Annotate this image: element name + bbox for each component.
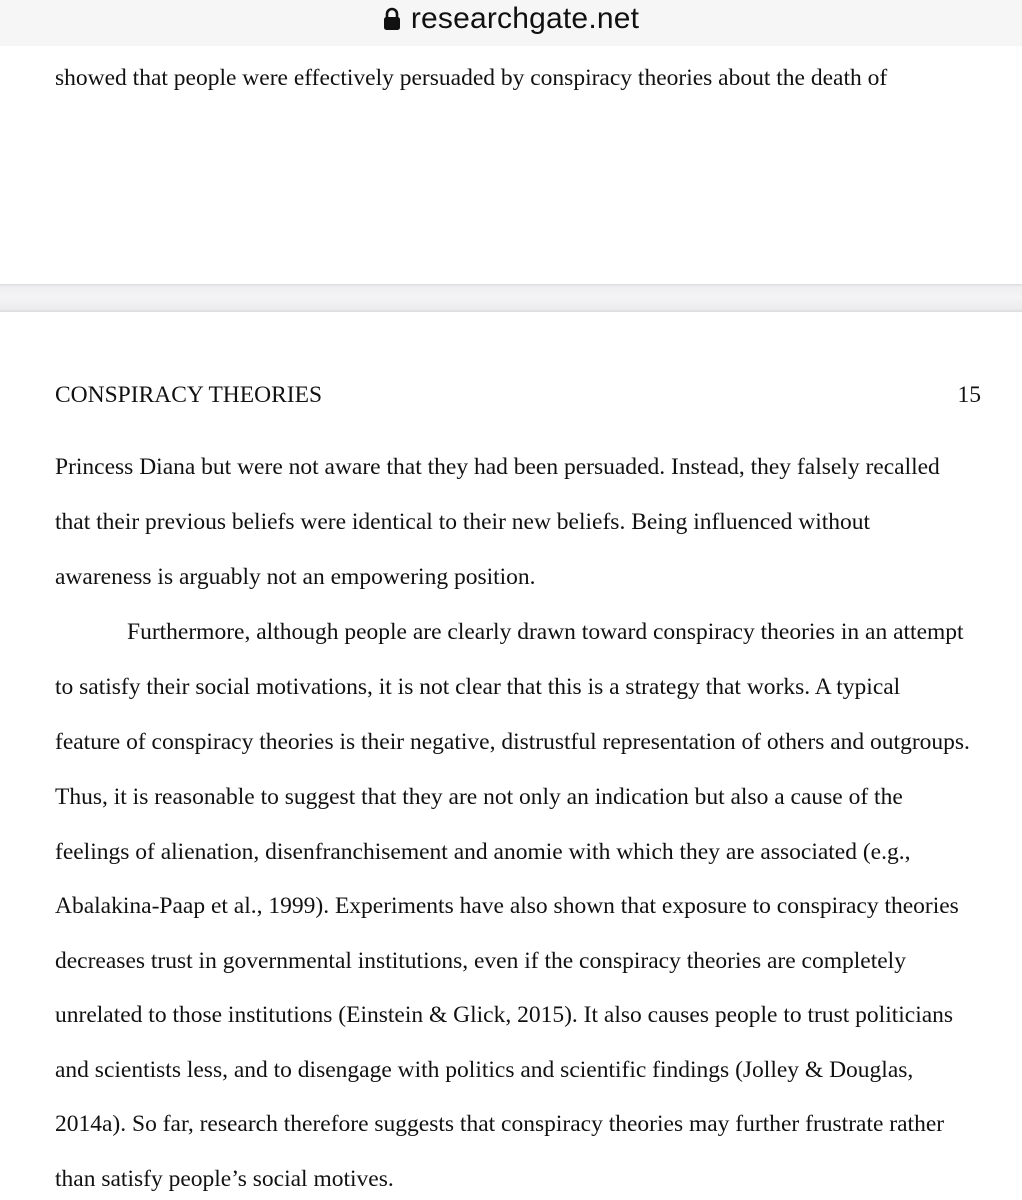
paragraph-first-line: Furthermore, although people are clearly drawn toward conspiracy theories in an attempt [127, 619, 964, 645]
body-line: Princess Diana but were not aware that they had been persuaded. Instead, they falsely recalled [55, 454, 940, 480]
previous-page-line: showed that people were effectively persuaded by conspiracy theories about the death of [55, 65, 888, 91]
body-line: to satisfy their social motivations, it is not clear that this is a strategy that works. A typical [55, 674, 901, 700]
body-line: feelings of alienation, disenfranchisement and anomie with which they are associated (e.g., [55, 839, 911, 865]
running-head: CONSPIRACY THEORIES [55, 382, 323, 408]
body-line: than satisfy people’s social motives. [55, 1166, 394, 1192]
lock-icon [383, 7, 401, 31]
body-line: feature of conspiracy theories is their negative, distrustful representation of others and outgroups. [55, 729, 970, 755]
page-number: 15 [957, 382, 981, 408]
url-text[interactable]: researchgate.net [410, 2, 640, 35]
body-line: Thus, it is reasonable to suggest that they are not only an indication but also a cause of the [55, 784, 903, 810]
body-line: awareness is arguably not an empowering position. [55, 564, 536, 590]
address-bar[interactable] [0, 0, 1022, 46]
body-line: Abalakina-Paap et al., 1999). Experiments have also shown that exposure to conspiracy theories [55, 893, 959, 919]
body-line: unrelated to those institutions (Einstein & Glick, 2015). It also causes people to trust politicians [55, 1002, 954, 1028]
page-separator [0, 284, 1022, 312]
body-line: 2014a). So far, research therefore suggests that conspiracy theories may further frustrate rather [55, 1111, 945, 1137]
body-line: decreases trust in governmental institutions, even if the conspiracy theories are completely [55, 948, 906, 974]
address-bar-content[interactable] [383, 2, 639, 36]
body-line: that their previous beliefs were identical to their new beliefs. Being influenced without [55, 509, 871, 535]
body-line: and scientists less, and to disengage with politics and scientific findings (Jolley & Douglas, [55, 1057, 914, 1083]
